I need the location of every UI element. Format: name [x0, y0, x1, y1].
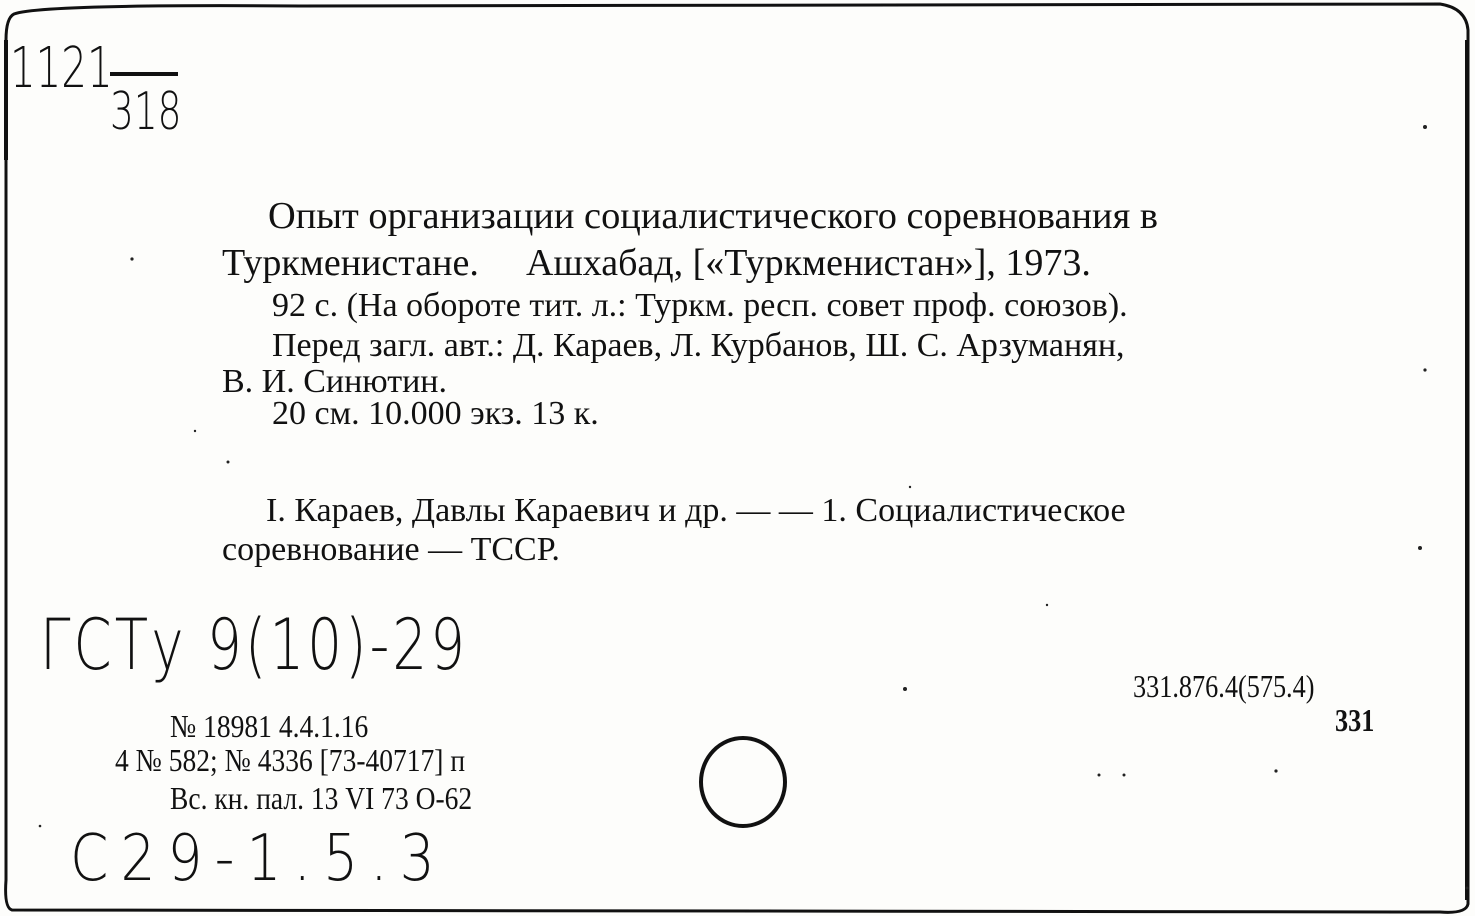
physical-description: 20 см. 10.000 экз. 13 к.	[272, 395, 599, 432]
shelf-mark-subnumber: 318	[110, 82, 182, 142]
reference-line-3: Вс. кн. пал. 13 VI 73 О-62	[170, 780, 473, 816]
pagination-note: 92 с. (На обороте тит. л.: Туркм. респ. совет проф. союзов).	[272, 287, 1128, 324]
udc-code: 331.876.4(575.4)	[1133, 668, 1315, 704]
handwritten-gost-code: ГСТу 9(10)-29	[40, 604, 469, 686]
shelf-mark-number: 1121	[10, 36, 113, 101]
title-line-1: Опыт организации социалистического соревнования в	[268, 195, 1158, 237]
tracing-line-2: соревнование — ТССР.	[222, 531, 560, 568]
reference-line-1: № 18981 4.4.1.16	[170, 708, 369, 744]
tracing-line-1: I. Караев, Давлы Караевич и др. — — 1. Социалистическое	[266, 492, 1126, 529]
authors-note: Перед загл. авт.: Д. Караев, Л. Курбанов, Ш. С. Арзуманян,	[272, 327, 1125, 364]
imprint: Ашхабад, [«Туркменистан»], 1973.	[526, 242, 1091, 284]
reference-line-2: 4 № 582; № 4336 [73-40717] п	[115, 742, 466, 778]
stamp-circle	[701, 738, 785, 826]
authors-note-continued: В. И. Синютин.	[222, 363, 448, 400]
handwritten-classification: С29-1.5.3	[70, 822, 447, 896]
udc-short: 331	[1335, 702, 1375, 738]
title-line-2: Туркменистане.	[222, 242, 479, 284]
